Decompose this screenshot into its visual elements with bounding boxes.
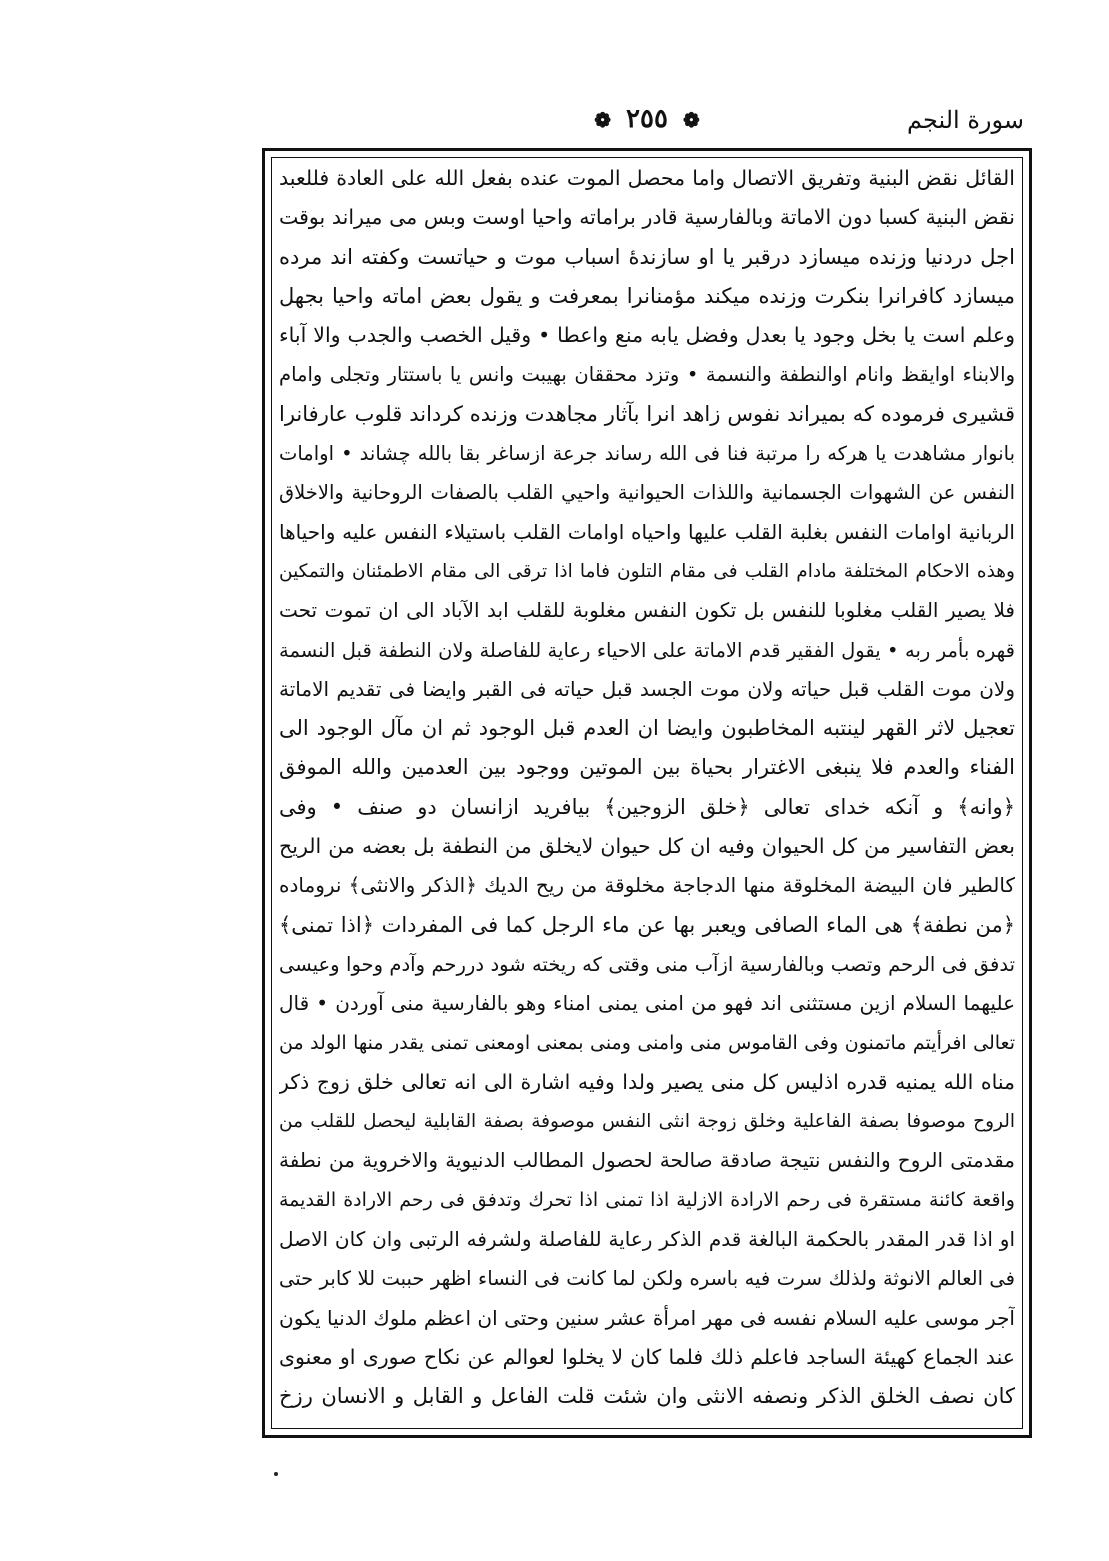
text-line: آجر موسى عليه السلام نفسه فى مهر امرأة عشر سنين وحتى ان اعظم ملوك الدنيا يكون xyxy=(279,1305,1015,1330)
text-line: بانوار مشاهدت يا هركه را مرتبة فنا فى الله رساند جرعة ازساغر بقا بالله چشاند • اوامات xyxy=(279,442,1015,466)
body-text xyxy=(279,159,1015,1417)
text-line: اجل دردنيا وزنده ميسازد درقبر يا او سازندهٔ اسباب موت و حياتست وكفته اند مرده xyxy=(279,244,1015,269)
text-line: الفناء والعدم فلا ينبغى الاغترار بحياة بين الموتين ووجود بين العدمين والله الموفق xyxy=(279,755,1015,780)
text-line: مناه الله يمنيه قدره اذليس كل منى يصير ولدا وفيه اشارة الى انه تعالى خلق زوج ذكر xyxy=(279,1069,1015,1094)
text-line: قشيرى فرموده كه بميراند نفوس زاهد انرا بآثار مجاهدت وزنده كرداند قلوب عارفانرا xyxy=(279,401,1015,426)
page-number: ٢٥٥ xyxy=(626,104,668,134)
text-line: مقدمتى الروح والنفس نتيجة صادقة صالحة لحصول المطالب الدنيوية والاخروية من نطفة xyxy=(279,1148,1015,1173)
scan-speck xyxy=(274,1472,278,1476)
page-header xyxy=(262,104,1032,144)
text-frame-outer xyxy=(262,148,1032,1438)
text-line: تدفق فى الرحم وتصب وبالفارسية ازآب منى وقتى كه ريخته شود دررحم وآدم وحوا وعيسى xyxy=(279,952,1015,976)
text-line: القائل نقض البنية وتفريق الاتصال واما محصل الموت عنده بفعل الله على العادة فللعبد xyxy=(279,166,1015,190)
text-line: وعلم است يا بخل وجود يا بعدل وفضل يابه منع واعطا • وقيل الخصب والجدب والا آباء xyxy=(279,323,1015,348)
text-line: قهره بأمر ربه • يقول الفقير قدم الاماتة على الاحياء رعاية للفاصلة ولان النطفة قبل النسمة xyxy=(279,638,1015,662)
text-line: ﴿من نطفة﴾ هى الماء الصافى ويعبر بها عن ماء الرجل كما فى المفردات ﴿اذا تمنى﴾ xyxy=(279,912,1015,937)
text-line: عليهما السلام ازين مستثنى اند فهو من امنى يمنى امناء وهو بالفارسية منى آوردن • قال xyxy=(279,991,1015,1016)
ornament-right-icon: ❁ xyxy=(683,108,700,132)
text-line: نقض البنية كسبا دون الاماتة وبالفارسية قادر براماته واحيا اوست وبس مى ميراند بوقت xyxy=(279,205,1015,230)
text-line: كان نصف الخلق الذكر ونصفه الانثى وان شئت قلت الفاعل و القابل و الانسان رزخ xyxy=(279,1384,1015,1409)
text-line: واقعة كائنة مستقرة فى رحم الارادة الازلية اذا تمنى اذا تحرك وتدفق فى رحم الارادة القديمة xyxy=(279,1188,1015,1211)
text-line: ﴿وانه﴾ و آنكه خداى تعالى ﴿خلق الزوجين﴾ بيافريد ازانسان دو صنف • وفى xyxy=(279,794,1015,819)
page-number-block xyxy=(588,104,706,134)
text-line: تعالى افرأيتم ماتمنون وفى القاموس منى وامنى ومنى بمعنى اومعنى تمنى يقدر منها الولد من xyxy=(279,1031,1015,1054)
text-line: النفس عن الشهوات الجسمانية واللذات الحيوانية واحيي القلب بالصفات الروحانية والاخلاق xyxy=(279,481,1015,505)
text-line: بعض التفاسير من كل الحيوان وفيه ان كل حيوان لايخلق من النطفة بل بعضه من الريح xyxy=(279,834,1015,859)
text-line: فلا يصير القلب مغلوبا للنفس بل تكون النفس مغلوبة للقلب ابد الآباد الى ان تموت تحت xyxy=(279,598,1015,623)
text-line: الروح موصوفا بصفة الفاعلية وخلق زوجة انثى النفس موصوفة بصفة القابلية ليحصل للقلب من xyxy=(279,1111,1015,1133)
text-line: فى العالم الانوثة ولذلك سرت فيه باسره ولكن لما كانت فى النساء اظهر حببت للا كابر حتى xyxy=(279,1267,1015,1291)
ornament-left-icon: ❁ xyxy=(594,108,611,132)
text-line: عند الجماع كهيئة الساجد فاعلم ذلك فلما كان لا يخلوا لعوالم عن نكاح صورى او معنوى xyxy=(279,1344,1015,1369)
text-line: الربانية اوامات النفس بغلبة القلب عليها واحياه اوامات القلب باستيلاء النفس عليه واحياها xyxy=(279,519,1015,544)
text-line: ولان موت القلب قبل حياته ولان موت الجسد قبل حياته فى القبر وايضا فى تقديم الاماتة xyxy=(279,676,1015,701)
text-line: ميسازد كافرانرا بنكرت وزنده ميكند مؤمنانرا بمعرفت و يقول بعض اماته واحيا بجهل xyxy=(279,283,1015,308)
text-line: كالطير فان البيضة المخلوقة منها الدجاجة مخلوقة من ريح الديك ﴿الذكر والانثى﴾ نروماده xyxy=(279,873,1015,898)
surah-title: سورة النجم xyxy=(907,106,1024,134)
text-line: تعجيل لاثر القهر لينتبه المخاطبون وايضا ان العدم قبل الوجود ثم ان مآل الوجود الى xyxy=(279,716,1015,741)
text-line: والابناء اوايقظ وانام اوالنطفة والنسمة • وتزد محققان بهيبت وانس يا باستتار وتجلى وامام xyxy=(279,363,1015,387)
text-line: او اذا قدر المقدر بالحكمة البالغة قدم الذكر رعاية للفاصلة ولشرفه الرتبى وان كان الاصل xyxy=(279,1227,1015,1252)
text-line: وهذه الاحكام المختلفة مادام القلب فى مقام التلون فاما اذا ترقى الى مقام الاطمئنان والتمكين xyxy=(279,560,1015,582)
